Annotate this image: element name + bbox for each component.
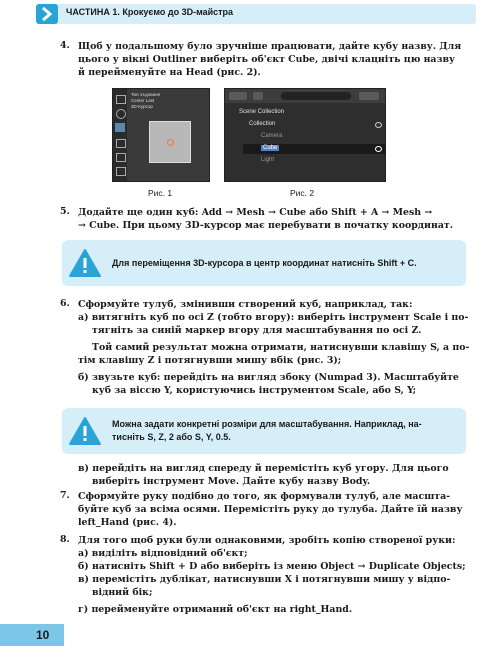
- 3d-cursor-icon: [167, 139, 174, 146]
- step-6-para-line-2: тім клавішу Z і потягнувши мишу вбік (рис. 3);: [78, 355, 342, 366]
- step-5-line-2: → Cube. При цьому 3D-курсор має перебувати в початку координат.: [78, 220, 453, 231]
- scale-icon: [116, 153, 126, 162]
- outliner-row-light[interactable]: Light: [261, 157, 275, 163]
- outliner-row-cube[interactable]: Cube: [263, 145, 278, 151]
- outliner-row-collection[interactable]: Collection: [249, 121, 276, 127]
- step-7-line-2: буйте куб за всіма осями. Перемістіть руку до тулуба. Дайте їй назву: [78, 504, 463, 515]
- step-6-intro: Сформуйте тулуб, змінивши створений куб, наприклад, так:: [78, 299, 413, 310]
- pivot-menu-item: 3D-Курсор: [131, 104, 153, 109]
- display-mode-icon: [253, 92, 263, 100]
- step-7-line-1: Сформуйте руку подібно до того, як формували тулуб, але масшта-: [78, 491, 451, 502]
- figure-2-caption: Рис. 2: [290, 188, 315, 198]
- step-6a-line-2: тягніть за синій маркер вгору для масштабування по осі Z.: [92, 325, 422, 336]
- step-8-number: 8.: [60, 534, 70, 545]
- step-8-line-3: б) натисніть Shift + D або виберіть із меню Object → Duplicate Objects;: [78, 561, 466, 572]
- outliner-header: [225, 89, 385, 103]
- step-6-para-line-1: Той самий результат можна отримати, натиснувши клавішу S, а по-: [92, 342, 470, 353]
- figure-1-screenshot: [112, 88, 210, 182]
- chevron-right-icon: [36, 4, 58, 24]
- rotate-icon: [116, 139, 126, 148]
- outliner-search-input[interactable]: [281, 92, 351, 100]
- filter-icon[interactable]: [359, 92, 379, 100]
- info-note-1-text: Для переміщення 3D-курсора в центр координат натисніть Shift + C.: [112, 258, 417, 268]
- header-title: ЧАСТИНА 1. Крокуємо до 3D-майстра: [66, 7, 234, 17]
- step-7-number: 7.: [60, 490, 70, 501]
- step-4-line-2: цього у вікні Outliner виберіть об'єкт Cube, двічі клацніть цю назву: [78, 54, 456, 65]
- info-note-2-line-2: тисніть S, Z, 2 або S, Y, 0.5.: [112, 432, 231, 442]
- pivot-menu: [131, 92, 160, 110]
- pivot-menu-item: Center Last: [131, 98, 155, 103]
- outliner-row-scene[interactable]: Scene Collection: [239, 109, 285, 115]
- figure-1-caption: Рис. 1: [148, 188, 173, 198]
- move-icon: [115, 123, 125, 132]
- toolbar: [113, 89, 127, 181]
- pivot-menu-item: Тип з'єднання: [131, 92, 160, 97]
- step-6c-line-1: в) перейдіть на вигляд спереду й перемістіть куб угору. Для цього: [78, 463, 449, 474]
- figure-2-screenshot: [224, 88, 386, 182]
- step-5-number: 5.: [60, 206, 70, 217]
- page-number: 10: [36, 628, 50, 642]
- warning-icon: [68, 416, 102, 446]
- eye-icon[interactable]: [375, 122, 382, 128]
- step-4-number: 4.: [60, 40, 70, 51]
- step-8-line-1: Для того щоб руки були однаковими, зробіть копію створеної руки:: [78, 535, 456, 546]
- outliner-row-camera[interactable]: Camera: [261, 133, 283, 139]
- step-7-line-3: left_Hand (рис. 4).: [78, 517, 177, 528]
- select-icon: [116, 95, 126, 104]
- step-4-line-3: й перейменуйте на Head (рис. 2).: [78, 67, 261, 78]
- transform-icon: [116, 167, 126, 176]
- step-8-line-4: в) перемістіть дублікат, натиснувши X і потягнувши мишу у відпо-: [78, 574, 451, 585]
- cursor-icon: [116, 109, 126, 119]
- step-8-line-6: г) перейменуйте отриманий об'єкт на right_Hand.: [78, 604, 353, 615]
- warning-icon: [68, 248, 102, 278]
- step-5-line-1: Додайте ще один куб: Add → Mesh → Cube або Shift + A → Mesh →: [78, 207, 433, 218]
- step-6b-line-1: б) звузьте куб: перейдіть на вигляд збоку (Numpad 3). Масштабуйте: [78, 372, 459, 383]
- step-6a-line-1: а) витягніть куб по осі Z (тобто вгору): виберіть інструмент Scale і по-: [78, 312, 469, 323]
- step-6b-line-2: куб за віссю Y, користуючись інструментом Scale, або S, Y;: [92, 385, 417, 396]
- editor-type-icon: [229, 92, 247, 100]
- page-header: [0, 0, 484, 30]
- info-note-2: [62, 408, 466, 454]
- step-4-line-1: Щоб у подальшому було зручніше працювати, дайте кубу назву. Для: [78, 41, 462, 52]
- eye-icon[interactable]: [375, 146, 382, 152]
- step-6-number: 6.: [60, 298, 70, 309]
- info-note-1: [62, 240, 466, 286]
- info-note-2-line-1: Можна задати конкретні розміри для масштабування. Наприклад, на-: [112, 419, 422, 429]
- step-8-line-5: відний бік;: [92, 587, 153, 598]
- step-6c-line-2: виберіть інструмент Move. Дайте кубу назву Body.: [92, 476, 371, 487]
- step-8-line-2: а) виділіть відповідний об'єкт;: [78, 548, 248, 559]
